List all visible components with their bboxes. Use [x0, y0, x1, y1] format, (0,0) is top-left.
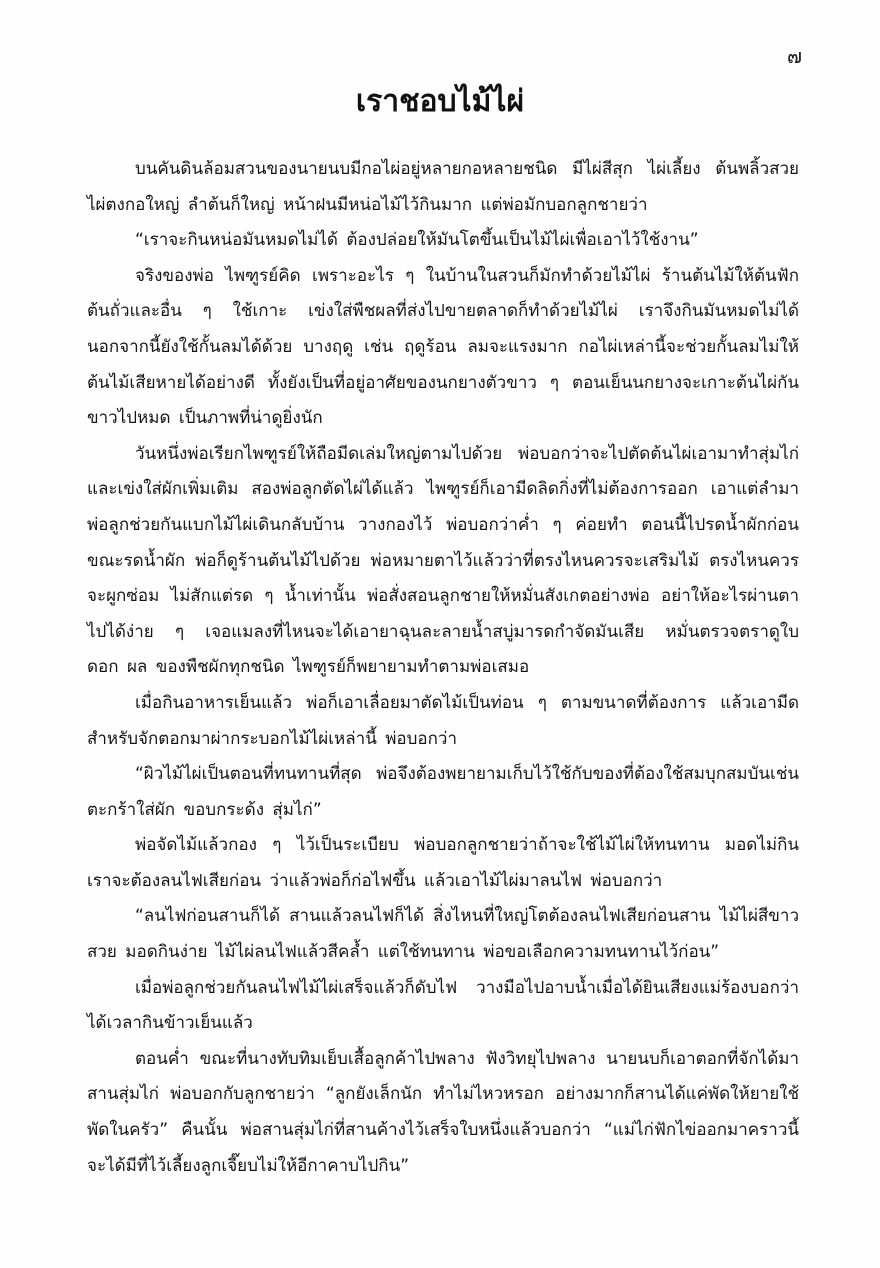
paragraph-3: จริงของพ่อ ไพฑูรย์คิด เพราะอะไร ๆ ในบ้านในสวนก็มักทำด้วยไม้ไผ่ ร้านต้นไม้ให้ต้นฟัก ต้นถั่วและอื่น ๆ ใช้เกาะ เข่งใส่พืชผลที่ส่งไปขายตลาดก็ทำด้วยไม้ไผ่ เราจึงกินมันหมดไม่ได้ นอกจากนี้ยังใช้กั้นลมได้ด้วย บางฤดู เช่น ฤดูร้อน ลมจะแรงมาก กอไผ่เหล่านี้จะช่วยกั้นลมไม่ให้ต้นไม้เสียหายได้อย่างดี ทั้งยังเป็นที่อยู่อาศัยของนกยางตัวขาว ๆ ตอนเย็นนกยางจะเกาะต้นไผ่กันขาวไปหมด เป็นภาพที่น่าดูยิ่งนัก — [87, 265, 799, 429]
paragraph-10: ตอนค่ำ ขณะที่นางทับทิมเย็บเสื้อลูกค้าไปพลาง ฟังวิทยุไปพลาง นายนบก็เอาตอกที่จักได้มาสานสุ่มไก่ พ่อบอกกับลูกชายว่า “ลูกยังเล็กนัก ทำไม่ไหวหรอก อย่างมากก็สานได้แค่พัดให้ยายใช้พัดในครัว” คืนนั้น พ่อสานสุ่มไก่ที่สานค้างไว้เสร็จใบหนึ่งแล้วบอกว่า “แม่ไก่ฟักไข่ออกมาคราวนี้จะได้มีที่ไว้เลี้ยงลูกเจี๊ยบไม่ให้อีกาคาบไปกิน” — [87, 1048, 799, 1176]
paragraph-6: “ผิวไม้ไผ่เป็นตอนที่ทนทานที่สุด พ่อจึงต้องพยายามเก็บไว้ใช้กับของที่ต้องใช้สมบุกสมบันเช่น ตะกร้าใส่ผัก ขอบกระด้ง สุ่มไก่” — [87, 764, 799, 820]
body-text — [87, 152, 799, 1184]
paragraph-7: พ่อจัดไม้แล้วกอง ๆ ไว้เป็นระเบียบ พ่อบอกลูกชายว่าถ้าจะใช้ไม้ไผ่ให้ทนทาน มอดไม่กิน เราจะต้องลนไฟเสียก่อน ว่าแล้วพ่อก็ก่อไฟขึ้น แล้วเอาไม้ไผ่มาลนไฟ พ่อบอกว่า — [87, 835, 799, 891]
page-number: ๗ — [786, 44, 802, 68]
paragraph-4: วันหนึ่งพ่อเรียกไพฑูรย์ให้ถือมีดเล่มใหญ่ตามไปด้วย พ่อบอกว่าจะไปตัดต้นไผ่เอามาทำสุ่มไก่และเข่งใส่ผักเพิ่มเติม สองพ่อลูกตัดไผ่ได้แล้ว ไพฑูรย์ก็เอามีดลิดกิ่งที่ไม่ต้องการออก เอาแต่ลำมา พ่อลูกช่วยกันแบกไม้ไผ่เดินกลับบ้าน วางกองไว้ พ่อบอกว่าค่ำ ๆ ค่อยทำ ตอนนี้ไปรดน้ำผักก่อน ขณะรดน้ำผัก พ่อก็ดูร้านต้นไม้ไปด้วย พ่อหมายตาไว้แล้วว่าที่ตรงไหนควรจะเสริมไม้ ตรงไหนควรจะผูกซ่อม ไม่สักแต่รด ๆ น้ำเท่านั้น พ่อสั่งสอนลูกชายให้หมั่นสังเกตอย่างพ่อ อย่าให้อะไรผ่านตาไปได้ง่าย ๆ เจอแมลงที่ไหนจะได้เอายาฉุนละลายน้ำสบู่มารดกำจัดมันเสีย หมั่นตรวจตราดูใบ ดอก ผล ของพืชผักทุกชนิด ไพฑูรย์ก็พยายามทำตามพ่อเสมอ — [87, 443, 799, 678]
page-title: เราชอบไม้ไผ่ — [355, 84, 525, 119]
paragraph-5: เมื่อกินอาหารเย็นแล้ว พ่อก็เอาเลื่อยมาตัดไม้เป็นท่อน ๆ ตามขนาดที่ต้องการ แล้วเอามีดสำหรับจักตอกมาผ่ากระบอกไม้ไผ่เหล่านี้ พ่อบอกว่า — [87, 692, 799, 749]
paragraph-2: “เราจะกินหน่อมันหมดไม่ได้ ต้องปล่อยให้มันโตขึ้นเป็นไม้ไผ่เพื่อเอาไว้ใช้งาน” — [135, 230, 699, 251]
paragraph-9: เมื่อพ่อลูกช่วยกันลนไฟไม้ไผ่เสร็จแล้วก็ดับไฟ วางมือไปอาบน้ำเมื่อได้ยินเสียงแม่ร้องบอกว่าได้เวลากินข้าวเย็นแล้ว — [87, 977, 799, 1034]
paragraph-8: “ลนไฟก่อนสานก็ได้ สานแล้วลนไฟก็ได้ สิ่งไหนที่ใหญ่โตต้องลนไฟเสียก่อนสาน ไม้ไผ่สีขาวสวย มอดกินง่าย ไม้ไผ่ลนไฟแล้วสีคล้ำ แต่ใช้ทนทาน พ่อขอเลือกความทนทานไว้ก่อน” — [87, 906, 799, 963]
paragraph-1: บนคันดินล้อมสวนของนายนบมีกอไผ่อยู่หลายกอหลายชนิด มีไผ่สีสุก ไผ่เลี้ยง ต้นพลิ้วสวย ไผ่ตงกอใหญ่ ลำต้นก็ใหญ่ หน้าฝนมีหน่อไม้ไว้กินมาก แต่พ่อมักบอกลูกชายว่า — [87, 159, 799, 215]
